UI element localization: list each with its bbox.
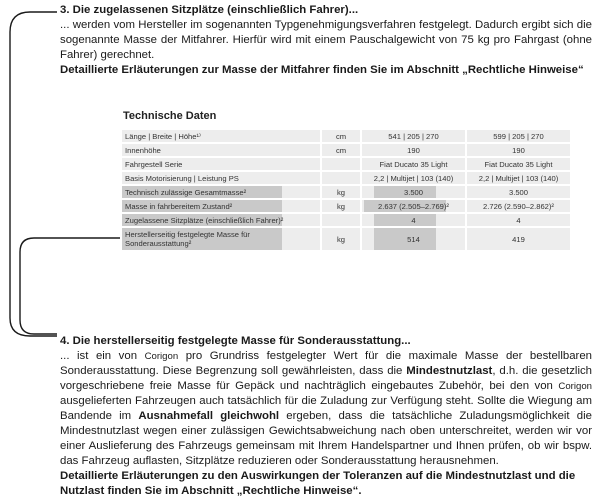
brand-name: Corigon	[144, 351, 179, 362]
row-label: Masse in fahrbereitem Zustand²	[122, 200, 320, 212]
row-value-1: Fiat Ducato 35 Light	[362, 158, 465, 170]
row-value-2: 3.500	[467, 186, 570, 198]
emphasis: Ausnahmefall gleichwohl	[138, 410, 280, 422]
row-value-2: 419	[467, 228, 570, 250]
section-3-note: Detaillierte Erläuterungen zur Masse der Mitfahrer finden Sie im Abschnitt „Rechtliche Hinweise“	[60, 64, 584, 76]
row-value-2: 599 | 205 | 270	[467, 130, 570, 142]
table-row	[122, 186, 570, 198]
row-label: Fahrgestell Serie	[122, 158, 320, 170]
row-label: Basis Motorisierung | Leistung PS	[122, 172, 320, 184]
row-label: Technisch zulässige Gesamtmasse²	[122, 186, 320, 198]
row-value-1: 2,2 | Multijet | 103 (140)	[362, 172, 465, 184]
spec-table	[120, 128, 572, 252]
row-value-2: Fiat Ducato 35 Light	[467, 158, 570, 170]
row-label: Länge | Breite | Höhe¹⁾	[122, 130, 320, 142]
row-value-1: 514	[362, 228, 465, 250]
row-value-1: 4	[362, 214, 465, 226]
section-sonderausstattung	[60, 334, 592, 499]
row-unit	[322, 172, 360, 184]
table-row	[122, 228, 570, 250]
table-row	[122, 158, 570, 170]
row-value-2: 4	[467, 214, 570, 226]
row-unit: cm	[322, 130, 360, 142]
section-3-body: ... werden vom Hersteller im sogenannten Typgenehmigungsverfahren festgelegt. Dadurch ergibt sich die sogenannte Masse der Mitfahrer. Hierfür wird mit einem Pauschalgewicht von 75 kg pro Fahrgast (ohne Fahrer) gerechnet.	[60, 19, 592, 61]
table-row	[122, 144, 570, 156]
brand-name: Corigon	[558, 381, 592, 392]
row-unit: kg	[322, 200, 360, 212]
table-row	[122, 214, 570, 226]
row-unit: cm	[322, 144, 360, 156]
text-run: , d.h. die gesetzlich vorgeschriebene freie Masse für Gepäck und nachträglich eingebautes Zubehör, bei den von	[60, 365, 593, 392]
row-value-1: 541 | 205 | 270	[362, 130, 465, 142]
row-value-1: 3.500	[362, 186, 465, 198]
row-unit: kg	[322, 186, 360, 198]
section-4-heading: 4. Die herstellerseitig festgelegte Masse für Sonderausstattung...	[60, 335, 411, 347]
text-run: ausgelieferten Fahrzeugen auch tatsächlich für die Zuladung zur Verfügung steht. Sollte die Wiegung am Bandende im	[60, 395, 592, 422]
section-4-note: Detaillierte Erläuterungen zu den Auswirkungen der Toleranzen auf die Mindestnutzlast und die Nutzlast finden Sie im Abschnitt „Rechtliche Hinweise“.	[60, 470, 576, 497]
row-unit	[322, 158, 360, 170]
row-value-1: 190	[362, 144, 465, 156]
text-run: ... ist ein von	[60, 350, 145, 362]
emphasis: Mindestnutzlast	[406, 365, 493, 377]
section-3-heading: 3. Die zugelassenen Sitzplätze (einschließlich Fahrer)...	[60, 4, 359, 16]
technical-data-table	[120, 110, 572, 252]
row-value-2: 2,2 | Multijet | 103 (140)	[467, 172, 570, 184]
section-sitzplaetze	[60, 3, 592, 78]
table-row	[122, 200, 570, 212]
row-value-2: 190	[467, 144, 570, 156]
row-value-2: 2.726 (2.590–2.862)²	[467, 200, 570, 212]
row-label: Zugelassene Sitzplätze (einschließlich Fahrer)²	[122, 214, 320, 226]
table-title: Technische Daten	[123, 110, 217, 122]
table-row	[122, 130, 570, 142]
section-4-body	[60, 349, 592, 469]
row-label: Herstellerseitig festgelegte Masse für Sonderausstattung²	[122, 228, 320, 250]
row-value-1: 2.637 (2.505–2.769)²	[362, 200, 465, 212]
row-unit	[322, 214, 360, 226]
row-unit: kg	[322, 228, 360, 250]
row-label: Innenhöhe	[122, 144, 320, 156]
text-run: pro Grundriss festgelegter Wert für die maximale Masse der bestellbaren Sonderausstattung. Diese Begrenzung soll gewährleisten, dass die	[60, 350, 592, 377]
table-row	[122, 172, 570, 184]
text-run: ergeben, dass die tatsächliche Zuladungsmöglichkeit die Mindestnutzlast wegen einer zulässigen Gewichtsabweichung nach oben unterschreitet, werden wir vor einer Auslieferung des Fahrzeugs gemeinsam mit Ihrem Handelspartner und Ihnen prüfen, ob wir bspw. das Fahrzeug auflasten, Sitzplätze reduzieren oder Sonderausstattung herausnehmen.	[60, 410, 592, 467]
